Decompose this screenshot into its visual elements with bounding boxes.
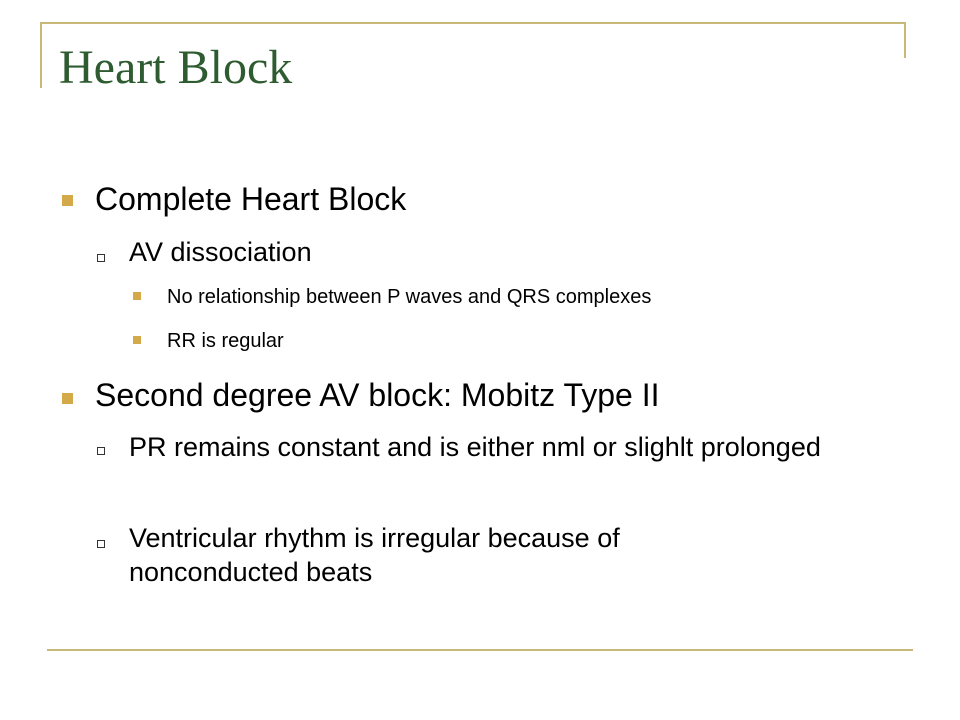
section2-heading: Second degree AV block: Mobitz Type II [95,377,660,413]
hollow-square-bullet-icon [97,447,105,455]
frame-right-line [904,22,906,58]
frame-left-line [40,22,42,88]
hollow-square-bullet-icon [97,254,105,262]
section1-detail1: No relationship between P waves and QRS complexes [167,286,652,308]
frame-top-line [40,22,905,24]
square-bullet-icon [62,393,73,404]
square-bullet-icon [62,195,73,206]
slide-title: Heart Block [59,41,293,94]
section1-heading: Complete Heart Block [95,181,407,217]
square-bullet-icon [133,336,141,344]
section1-sub1: AV dissociation [129,237,312,267]
section2-sub1: PR remains constant and is either nml or slighlt prolonged [129,432,821,462]
frame-bottom-line [47,649,913,651]
square-bullet-icon [133,292,141,300]
section2-sub2: Ventricular rhythm is irregular because of nonconducted beats [129,523,620,587]
section1-detail2: RR is regular [167,330,284,352]
hollow-square-bullet-icon [97,540,105,548]
